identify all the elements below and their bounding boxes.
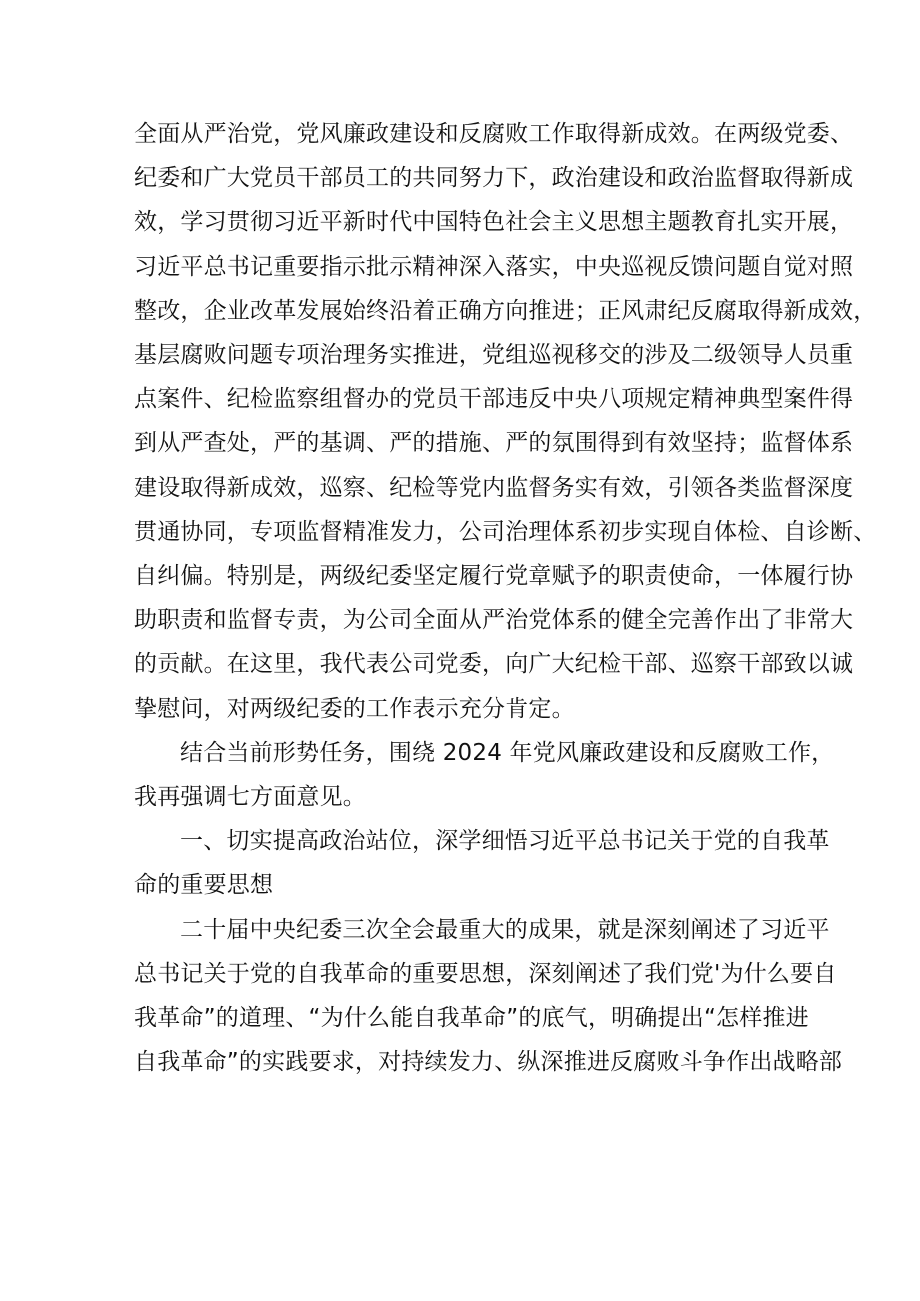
text-line: 效，学习贯彻习近平新时代中国特色社会主义思想主题教育扎实开展， bbox=[134, 209, 854, 236]
text-line: 贯通协同，专项监督精准发力，公司治理体系初步实现自体检、自诊断、 bbox=[134, 518, 877, 545]
text-line: 习近平总书记重要指示批示精神深入落实，中央巡视反馈问题自觉对照 bbox=[134, 253, 854, 280]
text-line: 二十届中央纪委三次全会最重大的成果，就是深刻阐述了习近平 bbox=[180, 916, 830, 943]
text-line: 自我革命”的实践要求，对持续发力、纵深推进反腐败斗争作出战略部 bbox=[134, 1049, 843, 1076]
paragraph-2 bbox=[134, 731, 835, 819]
text-line: 纪委和广大党员干部员工的共同努力下，政治建设和政治监督取得新成 bbox=[134, 165, 854, 192]
text-line: 命的重要思想 bbox=[134, 872, 274, 899]
text-line: 一、切实提高政治站位，深学细悟习近平总书记关于党的自我革 bbox=[180, 828, 830, 855]
text-line: 自纠偏。特别是，两级纪委坚定履行党章赋予的职责使命，一体履行协 bbox=[134, 563, 854, 590]
paragraph-1 bbox=[134, 112, 877, 731]
text-line: 整改，企业改革发展始终沿着正确方向推进；正风肃纪反腐取得新成效， bbox=[134, 297, 877, 324]
text-line: 点案件、纪检监察组督办的党员干部违反中央八项规定精神典型案件得 bbox=[134, 386, 854, 413]
text-line: 助职责和监督专责，为公司全面从严治党体系的健全完善作出了非常大 bbox=[134, 607, 854, 634]
text-line: 建设取得新成效，巡察、纪检等党内监督务实有效，引领各类监督深度 bbox=[134, 474, 854, 501]
text-line: 基层腐败问题专项治理务实推进，党组巡视移交的涉及二级领导人员重 bbox=[134, 342, 854, 369]
paragraph-4 bbox=[134, 908, 843, 1085]
text-line: 挚慰问，对两级纪委的工作表示充分肯定。 bbox=[134, 695, 575, 722]
text-line: 全面从严治党，党风廉政建设和反腐败工作取得新成效。在两级党委、 bbox=[134, 121, 854, 147]
text-line: 的贡献。在这里，我代表公司党委，向广大纪检干部、巡察干部致以诚 bbox=[134, 651, 854, 678]
text-line: 我再强调七方面意见。 bbox=[134, 784, 366, 811]
text-line: 总书记关于党的自我革命的重要思想，深刻阐述了我们党'为什么要自 bbox=[134, 960, 837, 987]
document-body bbox=[134, 112, 877, 1084]
text-line: 结合当前形势任务，围绕 2024 年党风廉政建设和反腐败工作， bbox=[180, 739, 835, 766]
text-line: 到从严查处，严的基调、严的措施、严的氛围得到有效坚持；监督体系 bbox=[134, 430, 854, 457]
paragraph-3-heading bbox=[134, 819, 830, 907]
text-line: 我革命”的道理、“为什么能自我革命”的底气，明确提出“怎样推进 bbox=[134, 1005, 809, 1032]
